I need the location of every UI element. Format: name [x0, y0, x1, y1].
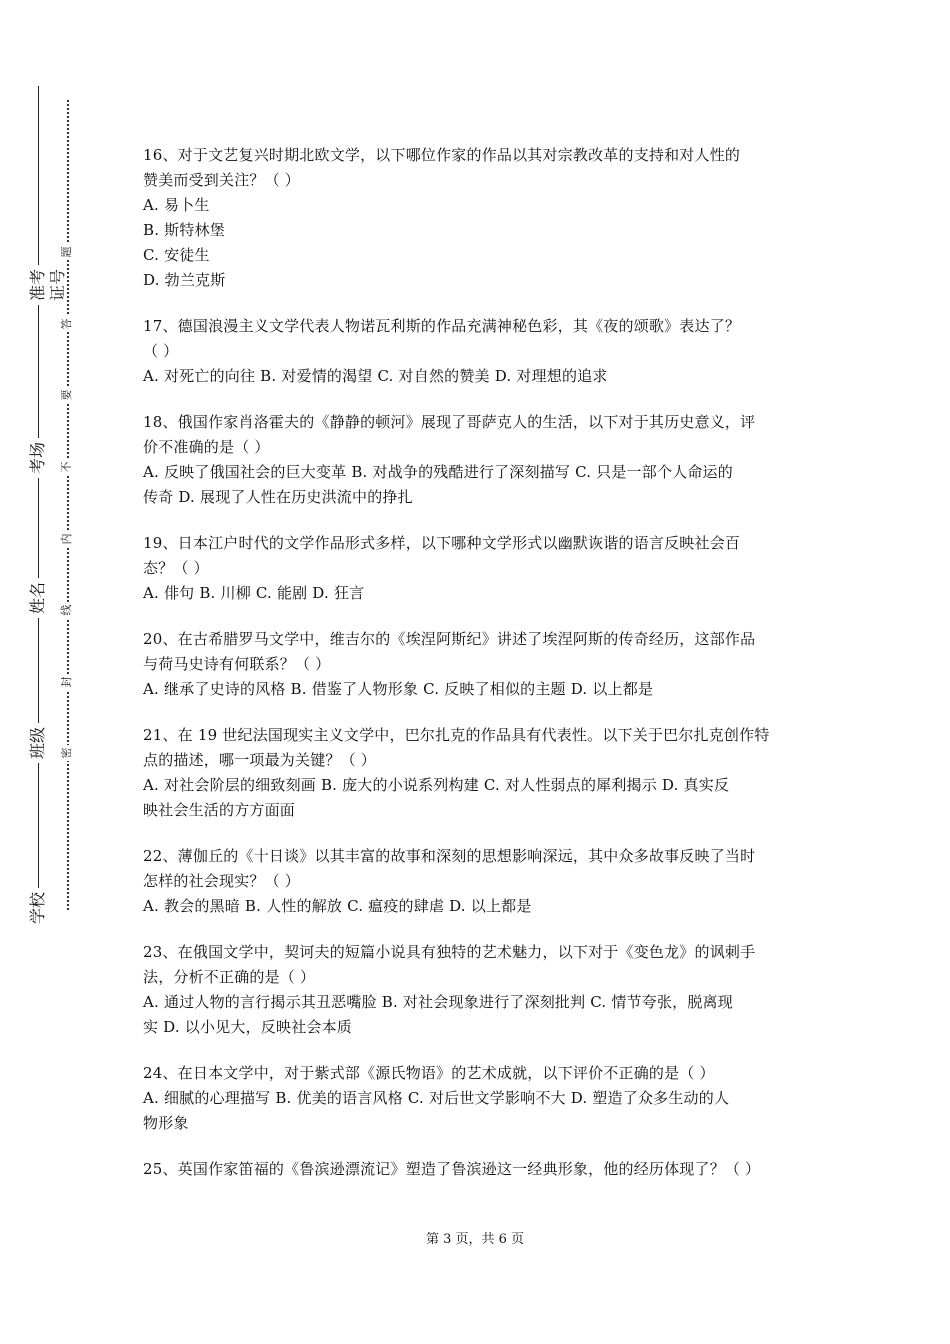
- question-text: 17、德国浪漫主义文学代表人物诺瓦利斯的作品充满神秘色彩，其《夜的颂歌》表达了？: [143, 317, 741, 335]
- question-19: [143, 531, 810, 606]
- question-22: [143, 844, 810, 919]
- margin-label-exam-number: 准考证号: [28, 265, 48, 305]
- question-text: 16、对于文艺复兴时期北欧文学，以下哪位作家的作品以其对宗教改革的支持和对人性的: [143, 146, 741, 164]
- option-b: B. 斯特林堡: [143, 221, 225, 239]
- question-text: 态？（ ）: [143, 559, 209, 577]
- option-c: C. 安徒生: [143, 246, 210, 264]
- question-list: [143, 143, 810, 1203]
- question-text: 21、在 19 世纪法国现实主义文学中，巴尔扎克的作品具有代表性。以下关于巴尔扎克创作特: [143, 726, 770, 744]
- seal-char: 封: [60, 674, 74, 690]
- option-d: D. 勃兰克斯: [143, 271, 226, 289]
- question-text: 24、在日本文学中，对于紫式部《源氏物语》的艺术成就，以下评价不正确的是（ ）: [143, 1064, 715, 1082]
- options-line: A. 对死亡的向往 B. 对爱情的渴望 C. 对自然的赞美 D. 对理想的追求: [143, 367, 608, 385]
- seal-char: 密: [60, 745, 74, 761]
- options-line: A. 反映了俄国社会的巨大变革 B. 对战争的残酷进行了深刻描写 C. 只是一部个人命运的: [143, 463, 733, 481]
- option-a: A. 易卜生: [143, 196, 210, 214]
- question-text: 赞美而受到关注？（ ）: [143, 171, 300, 189]
- question-20: [143, 627, 810, 702]
- seal-char: 题: [60, 244, 74, 260]
- options-line: A. 教会的黑暗 B. 人性的解放 C. 瘟疫的肆虐 D. 以上都是: [143, 897, 532, 915]
- question-24: [143, 1061, 810, 1136]
- options-line: 实 D. 以小见大，反映社会本质: [143, 1018, 352, 1036]
- question-25: [143, 1157, 810, 1182]
- question-18: [143, 410, 810, 510]
- seal-char: 内: [60, 531, 74, 547]
- margin-label-exam-room: 考场: [28, 438, 48, 478]
- options-line: 物形象: [143, 1114, 189, 1132]
- options-line: A. 对社会阶层的细致刻画 B. 庞大的小说系列构建 C. 对人性弱点的犀利揭示 D. 真实反: [143, 776, 730, 794]
- question-text: 20、在古希腊罗马文学中，维吉尔的《埃涅阿斯纪》讲述了埃涅阿斯的传奇经历，这部作品: [143, 630, 756, 648]
- seal-char: 答: [60, 316, 74, 332]
- options-line: 映社会生活的方方面面: [143, 801, 296, 819]
- binding-dotted-line: [67, 100, 69, 910]
- options-line: A. 通过人物的言行揭示其丑恶嘴脸 B. 对社会现象进行了深刻批判 C. 情节夸张，脱离现: [143, 993, 733, 1011]
- question-17: [143, 314, 810, 389]
- seal-char: 要: [60, 387, 74, 403]
- question-text: 25、英国作家笛福的《鲁滨逊漂流记》塑造了鲁滨逊这一经典形象，他的经历体现了？（ ）: [143, 1160, 761, 1178]
- seal-char: 不: [60, 459, 74, 475]
- question-text: 点的描述，哪一项最为关键？（ ）: [143, 751, 376, 769]
- question-text: 23、在俄国文学中，契诃夫的短篇小说具有独特的艺术魅力，以下对于《变色龙》的讽刺手: [143, 943, 756, 961]
- margin-label-class: 班级: [28, 723, 48, 763]
- question-text: 22、薄伽丘的《十日谈》以其丰富的故事和深刻的思想影响深远，其中众多故事反映了当时: [143, 847, 756, 865]
- question-text: 怎样的社会现实？（ ）: [143, 872, 300, 890]
- options-line: A. 细腻的心理描写 B. 优美的语言风格 C. 对后世文学影响不大 D. 塑造了众多生动的人: [143, 1089, 730, 1107]
- question-text: 法，分析不正确的是（ ）: [143, 968, 316, 986]
- binding-solid-line: [38, 86, 39, 921]
- question-text: 19、日本江户时代的文学作品形式多样，以下哪种文学形式以幽默诙谐的语言反映社会百: [143, 534, 741, 552]
- question-text: 18、俄国作家肖洛霍夫的《静静的顿河》展现了哥萨克人的生活，以下对于其历史意义，评: [143, 413, 756, 431]
- margin-label-school: 学校: [28, 888, 48, 928]
- margin-label-name: 姓名: [28, 578, 48, 618]
- question-23: [143, 940, 810, 1040]
- page-footer: 第 3 页，共 6 页: [425, 1232, 525, 1247]
- question-text: （ ）: [143, 342, 179, 360]
- question-16: [143, 143, 810, 293]
- question-21: [143, 723, 810, 823]
- seal-char: 线: [60, 602, 74, 618]
- options-line: 传奇 D. 展现了人性在历史洪流中的挣扎: [143, 488, 413, 506]
- options-line: A. 俳句 B. 川柳 C. 能剧 D. 狂言: [143, 584, 365, 602]
- options-line: A. 继承了史诗的风格 B. 借鉴了人物形象 C. 反映了相似的主题 D. 以上都是: [143, 680, 654, 698]
- question-text: 与荷马史诗有何联系？（ ）: [143, 655, 331, 673]
- question-text: 价不准确的是（ ）: [143, 438, 270, 456]
